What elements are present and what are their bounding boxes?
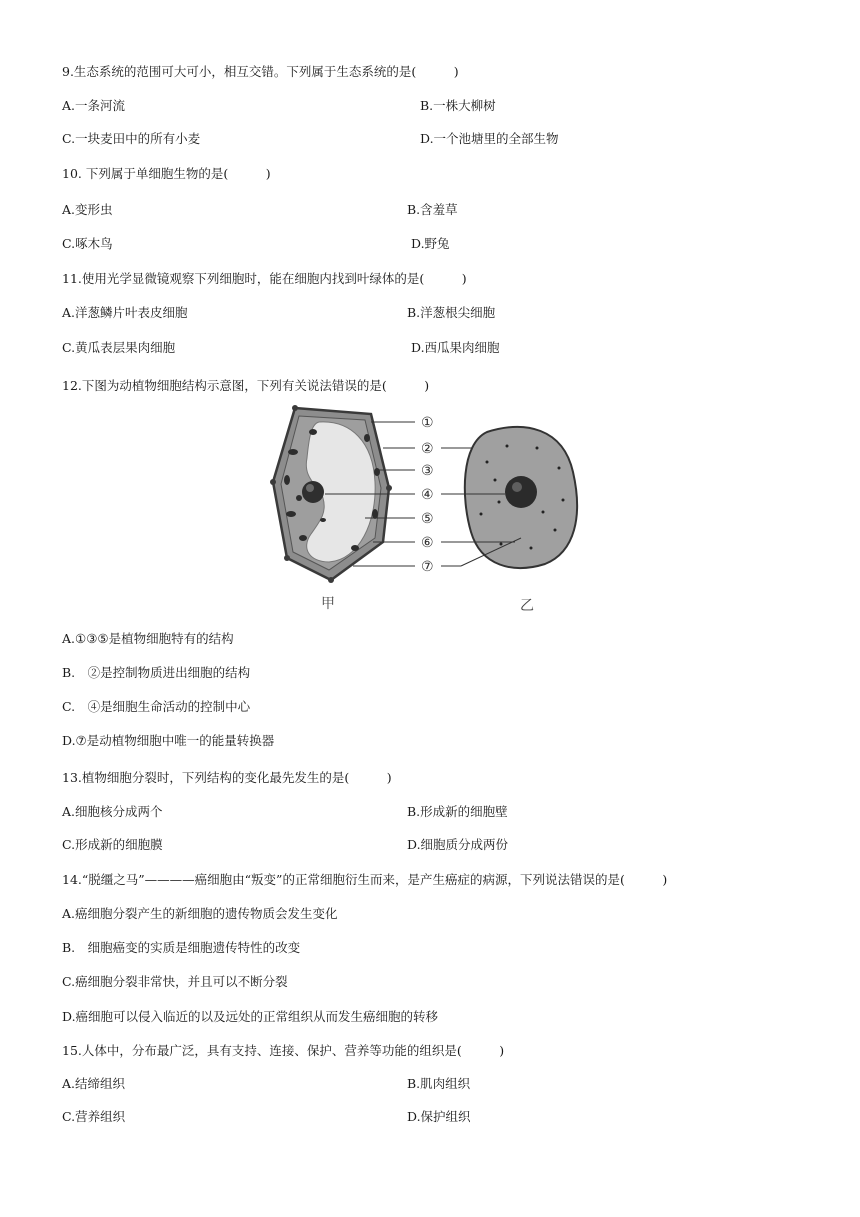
question-9-option-c: C.一块麦田中的所有小麦 xyxy=(62,131,201,146)
question-9-option-a: A.一条河流 xyxy=(62,98,126,113)
diagram-label-3: ③ xyxy=(421,463,434,479)
question-12-option-b: B. ②是控制物质进出细胞的结构 xyxy=(62,665,251,680)
question-10-option-b: B.含羞草 xyxy=(407,202,458,217)
question-9-option-d: D.一个池塘里的全部生物 xyxy=(420,131,559,146)
question-12-option-a: A.①③⑤是植物细胞特有的结构 xyxy=(62,631,234,646)
question-9-option-b: B.一株大柳树 xyxy=(420,98,496,113)
diagram-label-4: ④ xyxy=(421,487,434,503)
diagram-label-6: ⑥ xyxy=(421,535,434,551)
diagram-caption-plant: 甲 xyxy=(321,596,335,612)
question-11-stem: 11.使用光学显微镜观察下列细胞时，能在细胞内找到叶绿体的是( ) xyxy=(62,271,467,286)
question-9-stem: 9.生态系统的范围可大可小，相互交错。下列属于生态系统的是( ) xyxy=(62,64,459,79)
question-11-option-a: A.洋葱鳞片叶表皮细胞 xyxy=(62,305,188,320)
question-13-option-d: D.细胞质分成两份 xyxy=(407,837,509,852)
question-13-stem: 13.植物细胞分裂时，下列结构的变化最先发生的是( ) xyxy=(62,770,392,785)
question-14-option-a: A.癌细胞分裂产生的新细胞的遗传物质会发生变化 xyxy=(62,906,338,921)
question-12-option-c: C. ④是细胞生命活动的控制中心 xyxy=(62,699,251,714)
question-12-option-d: D.⑦是动植物细胞中唯一的能量转换器 xyxy=(62,733,275,748)
question-15-stem: 15.人体中，分布最广泛，具有支持、连接、保护、营养等功能的组织是( ) xyxy=(62,1043,505,1058)
question-14-option-c: C.癌细胞分裂非常快，并且可以不断分裂 xyxy=(62,974,288,989)
diagram-label-2: ② xyxy=(421,441,434,457)
question-15-option-a: A.结缔组织 xyxy=(62,1076,126,1091)
question-13-option-c: C.形成新的细胞膜 xyxy=(62,837,163,852)
question-14-option-b: B. 细胞癌变的实质是细胞遗传特性的改变 xyxy=(62,940,301,955)
animal-cell xyxy=(465,427,577,568)
diagram-caption-animal: 乙 xyxy=(520,598,534,614)
question-11-option-c: C.黄瓜表层果肉细胞 xyxy=(62,340,176,355)
diagram-label-1: ① xyxy=(421,415,434,431)
question-14-stem: 14.“脱缰之马”————癌细胞由“叛变”的正常细胞衍生而来，是产生癌症的病源，下列说法错误的是( ) xyxy=(62,872,668,887)
question-10-option-a: A.变形虫 xyxy=(62,202,113,217)
question-12-stem: 12.下图为动植物细胞结构示意图，下列有关说法错误的是( ) xyxy=(62,378,430,393)
diagram-label-7: ⑦ xyxy=(421,559,434,575)
question-11-option-d: D.西瓜果肉细胞 xyxy=(411,340,500,355)
question-13-option-b: B.形成新的细胞壁 xyxy=(407,804,508,819)
cell-structure-diagram xyxy=(255,402,595,617)
question-15-option-c: C.营养组织 xyxy=(62,1109,126,1124)
question-10-option-c: C.啄木鸟 xyxy=(62,236,113,251)
diagram-label-5: ⑤ xyxy=(421,511,434,527)
question-13-option-a: A.细胞核分成两个 xyxy=(62,804,163,819)
question-11-option-b: B.洋葱根尖细胞 xyxy=(407,305,496,320)
question-15-option-b: B.肌肉组织 xyxy=(407,1076,471,1091)
question-10-stem: 10. 下列属于单细胞生物的是( ) xyxy=(62,166,271,181)
question-15-option-d: D.保护组织 xyxy=(407,1109,471,1124)
question-10-option-d: D.野兔 xyxy=(411,236,450,251)
question-14-option-d: D.癌细胞可以侵入临近的以及远处的正常组织从而发生癌细胞的转移 xyxy=(62,1009,439,1024)
